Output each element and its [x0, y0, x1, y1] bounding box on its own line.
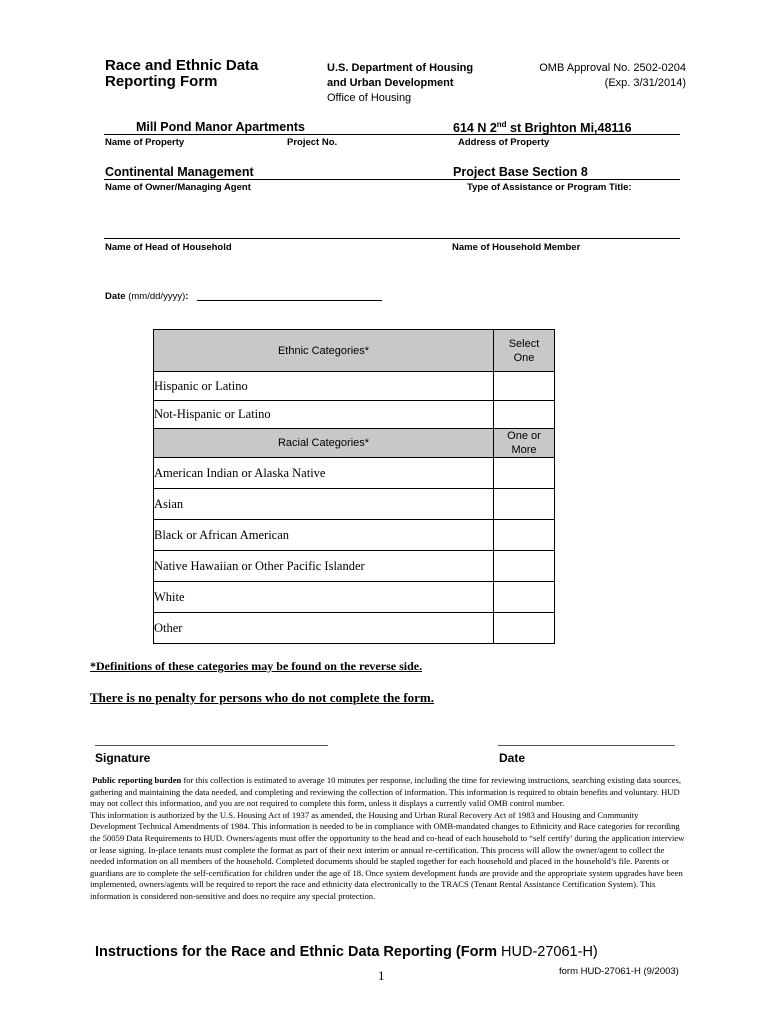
table-row	[154, 458, 555, 489]
ethnic-select-box-not-hispanic[interactable]	[494, 401, 555, 429]
address-label: Address of Property	[458, 137, 550, 148]
date-field-label	[105, 291, 188, 302]
ethnic-categories-header: Ethnic Categories*	[154, 330, 494, 372]
form-title-line2: Reporting Form	[105, 73, 218, 90]
table-row	[154, 613, 555, 644]
address-value[interactable]	[453, 120, 632, 135]
address-value-post: st Brighton Mi,48116	[506, 121, 632, 136]
instructions-title	[95, 944, 598, 960]
racial-categories-header: Racial Categories*	[154, 429, 494, 458]
project-no-label: Project No.	[287, 137, 338, 148]
owner-label: Name of Owner/Managing Agent	[105, 182, 251, 193]
ethnic-select-box-hispanic[interactable]	[494, 372, 555, 401]
assistance-label: Type of Assistance or Program Title:	[467, 182, 632, 193]
signature-line[interactable]	[95, 745, 328, 746]
one-or-more-header	[494, 429, 555, 458]
signature-date-label: Date	[499, 751, 526, 765]
form-title-line1: Race and Ethnic Data	[105, 57, 259, 74]
household-member-label: Name of Household Member	[452, 242, 581, 253]
burden-statement	[90, 775, 685, 903]
burden-lead: Public reporting burden	[92, 775, 182, 785]
category-table	[153, 329, 555, 644]
omb-block	[500, 61, 686, 91]
select-one-line1: Select	[508, 337, 540, 350]
racial-select-box-american-indian[interactable]	[494, 458, 555, 489]
racial-item-black: Black or African American	[154, 520, 494, 551]
name-of-property-label: Name of Property	[105, 137, 185, 148]
select-one-line2: One	[513, 351, 535, 364]
omb-approval: OMB Approval No. 2502-0204	[539, 62, 686, 74]
table-row	[154, 520, 555, 551]
racial-item-asian: Asian	[154, 489, 494, 520]
table-row	[154, 582, 555, 613]
owner-value[interactable]: Continental Management	[105, 165, 254, 179]
owner-row-rule	[104, 179, 680, 180]
ethnic-header-row	[154, 330, 555, 372]
date-colon: :	[185, 291, 189, 302]
table-row	[154, 489, 555, 520]
department-block	[327, 61, 473, 106]
racial-select-box-asian[interactable]	[494, 489, 555, 520]
form-number: form HUD-27061-H (9/2003)	[559, 966, 679, 977]
department-line1: U.S. Department of Housing	[327, 62, 474, 74]
date-format: (mm/dd/yyyy)	[125, 291, 186, 302]
racial-select-box-black[interactable]	[494, 520, 555, 551]
definitions-note: *Definitions of these categories may be found on the reverse side.	[90, 659, 423, 673]
office-line: Office of Housing	[327, 92, 412, 104]
select-one-header	[494, 330, 555, 372]
racial-select-box-other[interactable]	[494, 613, 555, 644]
one-or-more-line2: More	[511, 444, 537, 456]
racial-item-native-hawaiian: Native Hawaiian or Other Pacific Islander	[154, 551, 494, 582]
signature-label: Signature	[95, 751, 151, 765]
instructions-form-number: HUD-27061-H)	[501, 944, 598, 960]
ethnic-item-not-hispanic: Not-Hispanic or Latino	[154, 401, 494, 429]
property-name-value[interactable]: Mill Pond Manor Apartments	[136, 120, 305, 134]
one-or-more-line1: One or	[507, 430, 541, 442]
burden-text-1: for this collection is estimated to average 10 minutes per response, including the time for reviewing instructions, searching existing data sources, gathering and maintaining the data needed, and completing and reviewing the collection of information. This information is required to obtain benefits and voluntary. HUD may not collect this information, and you are not required to complete this form, unless it displays a currently valid OMB control number.	[90, 775, 682, 809]
no-penalty-note: There is no penalty for persons who do not complete the form.	[90, 690, 435, 705]
address-value-sup: nd	[496, 120, 507, 129]
form-title	[105, 58, 295, 90]
omb-expiration: (Exp. 3/31/2014)	[604, 77, 686, 89]
racial-select-box-white[interactable]	[494, 582, 555, 613]
department-line2: and Urban Development	[327, 77, 454, 89]
racial-header-row	[154, 429, 555, 458]
household-row-rule	[104, 238, 680, 239]
ethnic-item-hispanic: Hispanic or Latino	[154, 372, 494, 401]
table-row	[154, 401, 555, 429]
racial-item-other: Other	[154, 613, 494, 644]
head-of-household-label: Name of Head of Household	[105, 242, 232, 253]
address-value-pre: 614 N 2	[453, 121, 497, 136]
property-row-rule	[104, 134, 680, 135]
page-number: 1	[378, 968, 385, 983]
burden-paragraph-2: This information is authorized by the U.S. Housing Act of 1937 as amended, the Housing and Urban Rural Recovery Act of 1983 and Housing and Community Development Technical Amendments of 1984. This information is needed to be in compliance with OMB-mandated changes to Ethnicity and Race categories for recording the 50059 Data Requirements to HUD. Owners/agents must offer the opportunity to the head and co-head of each household to “self certify’ during the application interview or lease signing. In-place tenants must complete the format as part of their next interim or annual re-certification. This process will allow the owner/agent to collect the needed information on all members of the household. Completed documents should be stapled together for each household and placed in the household’s file. Parents or guardians are to complete the self-certification for children under the age of 18. Once system development funds are provide and the appropriate system upgrades have been implemented, owners/agents will be required to report the race and ethnicity data electronically to the TRACS (Tenant Rental Assistance Certification System). This information is considered non-sensitive and does no require any special protection.	[90, 809, 685, 901]
table-row	[154, 372, 555, 401]
burden-paragraph-1	[90, 775, 685, 810]
date-input-line[interactable]	[197, 300, 382, 301]
assistance-value[interactable]: Project Base Section 8	[453, 165, 588, 179]
date-label: Date	[105, 291, 126, 302]
table-row	[154, 551, 555, 582]
racial-item-american-indian: American Indian or Alaska Native	[154, 458, 494, 489]
racial-select-box-native-hawaiian[interactable]	[494, 551, 555, 582]
signature-date-line[interactable]	[498, 745, 675, 746]
racial-item-white: White	[154, 582, 494, 613]
instructions-title-text: Instructions for the Race and Ethnic Data Reporting (Form	[95, 944, 502, 960]
